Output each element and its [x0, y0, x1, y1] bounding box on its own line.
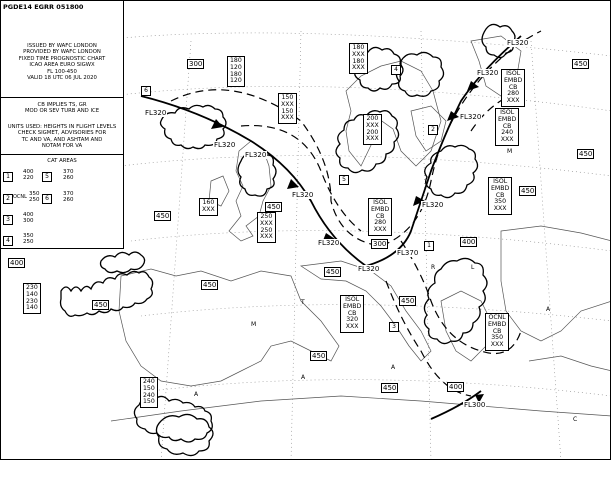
- jet-streams: [141, 36, 521, 419]
- cat-area-levels: [23, 212, 34, 224]
- turb-line: XXX: [260, 233, 273, 241]
- issue-line: VALID 18 UTC 06 JUL 2020: [27, 75, 97, 82]
- cb-line: EMBD: [491, 184, 510, 192]
- cb-line: XXX: [490, 341, 504, 349]
- tropopause-label: 450: [267, 203, 281, 211]
- turb-info-box: [257, 212, 276, 243]
- turb-line: 230: [26, 297, 38, 305]
- turb-info-box: [227, 56, 245, 87]
- cb-line: EMBD: [498, 115, 517, 123]
- notes-block-1: [1, 102, 123, 115]
- svg-text:A: A: [194, 391, 199, 398]
- svg-text:C: C: [573, 416, 578, 423]
- cb-info-box: [495, 108, 519, 146]
- jet-fl-label: FL320: [214, 141, 236, 149]
- turb-info-box: [23, 283, 41, 314]
- turb-line: XXX: [366, 121, 379, 129]
- turb-line: 160: [202, 199, 215, 206]
- issue-line: ISSUED BY WAFC LONDON: [27, 43, 97, 49]
- cat-area-number: 1: [3, 172, 13, 182]
- tropopause-label: 450: [156, 212, 170, 220]
- svg-text:M: M: [251, 321, 257, 328]
- turb-line: 200: [366, 115, 379, 122]
- turb-line: XXX: [260, 219, 273, 227]
- turb-line: 230: [26, 284, 38, 291]
- turb-line: 120: [230, 77, 242, 85]
- jet-fl-label: FL320: [358, 265, 380, 273]
- turb-line: 150: [281, 94, 294, 101]
- cb-line: EMBD: [371, 205, 390, 213]
- cat-top: 350: [23, 233, 34, 239]
- turb-line: 180: [230, 70, 242, 78]
- cat-bottom: 300: [23, 218, 34, 225]
- coastlines: [111, 36, 611, 421]
- cat-top: 370: [63, 191, 74, 197]
- cb-line: XXX: [493, 205, 507, 213]
- cb-line: CB: [375, 212, 385, 220]
- cb-line: 240: [501, 129, 514, 137]
- jet-stream-main: [141, 36, 521, 266]
- jet-fl-label: FL300: [464, 401, 486, 409]
- turb-info-box: [199, 198, 218, 216]
- turb-line: 240: [143, 391, 155, 399]
- cb-line: ISOL: [373, 199, 388, 206]
- cb-line: EMBD: [504, 76, 523, 84]
- cb-area-nw-africa-2: [156, 414, 213, 455]
- note-line: MOD OR SEV TURB AND ICE: [24, 108, 100, 115]
- turb-line: XXX: [366, 135, 379, 143]
- cat-bottom: 250: [29, 197, 40, 204]
- tropopause-label: 450: [521, 187, 535, 195]
- area-number: 2: [428, 125, 438, 135]
- cb-line: CB: [492, 327, 502, 335]
- turb-line: 180: [352, 57, 365, 65]
- jet-barb: [467, 81, 479, 91]
- cb-line: CB: [495, 191, 505, 199]
- area-number: 1: [424, 241, 434, 251]
- cat-area-levels: [23, 169, 34, 181]
- turb-line: 200: [366, 128, 379, 136]
- turb-line: XXX: [281, 100, 294, 108]
- area-number: 3: [389, 322, 399, 332]
- turb-line: XXX: [352, 50, 365, 58]
- tropopause-label: 450: [326, 268, 340, 276]
- cb-line: ISOL: [506, 70, 521, 77]
- note-line: TC AND VA, AND ASHTAM AND: [21, 136, 103, 143]
- cat-area-number: 3: [3, 215, 13, 225]
- issue-line: PROVIDED BY WAFC LONDON: [23, 49, 101, 56]
- turb-line: 250: [260, 226, 273, 234]
- cat-area-number: 5: [42, 172, 52, 182]
- divider: [1, 97, 123, 98]
- tropopause-label: 400: [449, 383, 463, 391]
- turb-info-box: [363, 114, 382, 145]
- turb-line: 250: [260, 213, 273, 220]
- cat-area-levels: [63, 191, 74, 203]
- turb-line: XXX: [352, 64, 365, 72]
- turb-line: 180: [352, 44, 365, 51]
- cat-bottom: 220: [23, 175, 34, 182]
- cat-top: 400: [23, 169, 34, 175]
- cat-area-number: 2: [3, 194, 13, 204]
- cb-line: 320: [346, 316, 359, 324]
- notes-block-2: [1, 124, 123, 150]
- jet-fl-label: FL320: [477, 69, 499, 77]
- cb-line: CB: [347, 309, 357, 317]
- cb-area-atlantic-n: [101, 252, 145, 273]
- cb-line: ISOL: [345, 296, 360, 303]
- cb-line: OCNL: [488, 314, 506, 321]
- cb-line: 280: [374, 219, 387, 227]
- note-line: UNITS USED: HEIGHTS IN FLIGHT LEVELS: [7, 124, 117, 130]
- tropopause-label: 450: [401, 297, 415, 305]
- turb-info-box: [349, 43, 368, 74]
- area-number: 4: [391, 65, 401, 75]
- issue-line: ICAO AREA EURO SIGWX: [29, 62, 95, 69]
- issue-line: FL 100-450: [47, 68, 77, 75]
- jet-fl-label: FL320: [460, 113, 482, 121]
- svg-text:A: A: [301, 374, 306, 381]
- cb-line: ISOL: [493, 178, 508, 185]
- cat-area-levels: [63, 169, 74, 181]
- jet-fl-label: FL320: [318, 239, 340, 247]
- note-line: NOTAM FOR VA: [41, 143, 83, 150]
- turb-line: 140: [26, 290, 38, 298]
- tropopause-label: 450: [94, 301, 108, 309]
- turb-info-box: [278, 93, 297, 124]
- svg-text:R: R: [431, 264, 436, 271]
- turb-info-box: [140, 377, 158, 408]
- cat-top: 350: [29, 191, 40, 197]
- chart-code: PGDE14 EGRR 051800: [3, 3, 84, 11]
- turb-line: XXX: [202, 205, 215, 213]
- tropopause-label: 450: [383, 384, 397, 392]
- svg-text:A: A: [546, 306, 551, 313]
- cb-info-box: [368, 198, 392, 236]
- turb-line: 150: [281, 107, 294, 115]
- cb-line: XXX: [506, 97, 520, 105]
- tropopause-label: 450: [579, 150, 593, 158]
- cb-line: CB: [508, 83, 518, 91]
- cat-bottom: 260: [63, 197, 74, 204]
- jet-fl-label: FL320: [422, 201, 444, 209]
- cb-line: XXX: [500, 136, 514, 144]
- svg-text:A: A: [391, 364, 396, 371]
- svg-text:T: T: [301, 299, 305, 306]
- tropopause-label: 400: [462, 238, 476, 246]
- divider: [1, 154, 123, 155]
- cb-area-balkans: [424, 258, 487, 343]
- tropopause-label: 300: [189, 60, 203, 68]
- area-number: 6: [141, 86, 151, 96]
- cb-line: EMBD: [343, 302, 362, 310]
- svg-text:L: L: [471, 264, 475, 271]
- jet-fl-label: FL320: [507, 39, 529, 47]
- jet-fl-label: FL320: [145, 109, 167, 117]
- issue-block: [1, 43, 123, 81]
- turb-line: 150: [143, 398, 155, 406]
- svg-text:M: M: [507, 148, 513, 155]
- turb-line: XXX: [281, 114, 294, 122]
- tropopause-label: 400: [10, 259, 24, 267]
- cat-bottom: 260: [63, 175, 74, 182]
- jet-fl-label: FL320: [292, 191, 314, 199]
- cb-line: XXX: [373, 226, 387, 234]
- jet-fl-label: FL320: [245, 151, 267, 159]
- issue-line: FIXED TIME PROGNOSTIC CHART: [18, 55, 106, 62]
- cat-area-levels: [23, 233, 34, 245]
- cat-top: 400: [23, 212, 34, 218]
- turb-line: 180: [230, 57, 242, 64]
- cat-area-intensity: OCNL: [13, 194, 27, 200]
- tropopause-label: 450: [203, 281, 217, 289]
- turb-line: 140: [26, 304, 38, 312]
- turb-line: 150: [143, 384, 155, 392]
- cb-line: XXX: [345, 323, 359, 331]
- cb-line: 350: [491, 334, 504, 342]
- tropopause-label: 300: [373, 240, 387, 248]
- tropopause-label: 450: [312, 352, 326, 360]
- cb-line: CB: [502, 122, 512, 130]
- turb-line: 120: [230, 63, 242, 71]
- area-number: 5: [339, 175, 349, 185]
- note-line: CHECK SIGMET, ADVISORIES FOR: [17, 130, 107, 137]
- cat-area-number: 6: [42, 194, 52, 204]
- turb-line: 240: [143, 378, 155, 385]
- cb-info-box: [340, 295, 364, 333]
- jet-wind-barbs: [211, 81, 484, 403]
- cb-info-box: [488, 177, 512, 215]
- cb-line: EMBD: [488, 320, 507, 328]
- jet-fl-label: FL370: [397, 249, 419, 257]
- cat-area-levels: [29, 191, 40, 203]
- cat-bottom: 250: [23, 239, 34, 246]
- cb-line: 280: [507, 90, 520, 98]
- cb-info-box: [485, 313, 509, 351]
- cb-line: ISOL: [500, 109, 515, 116]
- note-line: CB IMPLIES TS, GR: [37, 102, 87, 108]
- cb-line: 350: [494, 198, 507, 206]
- cat-areas-title: CAT AREAS: [47, 158, 77, 164]
- cat-area-number: 4: [3, 236, 13, 246]
- cb-info-box: [501, 69, 525, 107]
- tropopause-label: 450: [574, 60, 588, 68]
- cat-top: 370: [63, 169, 74, 175]
